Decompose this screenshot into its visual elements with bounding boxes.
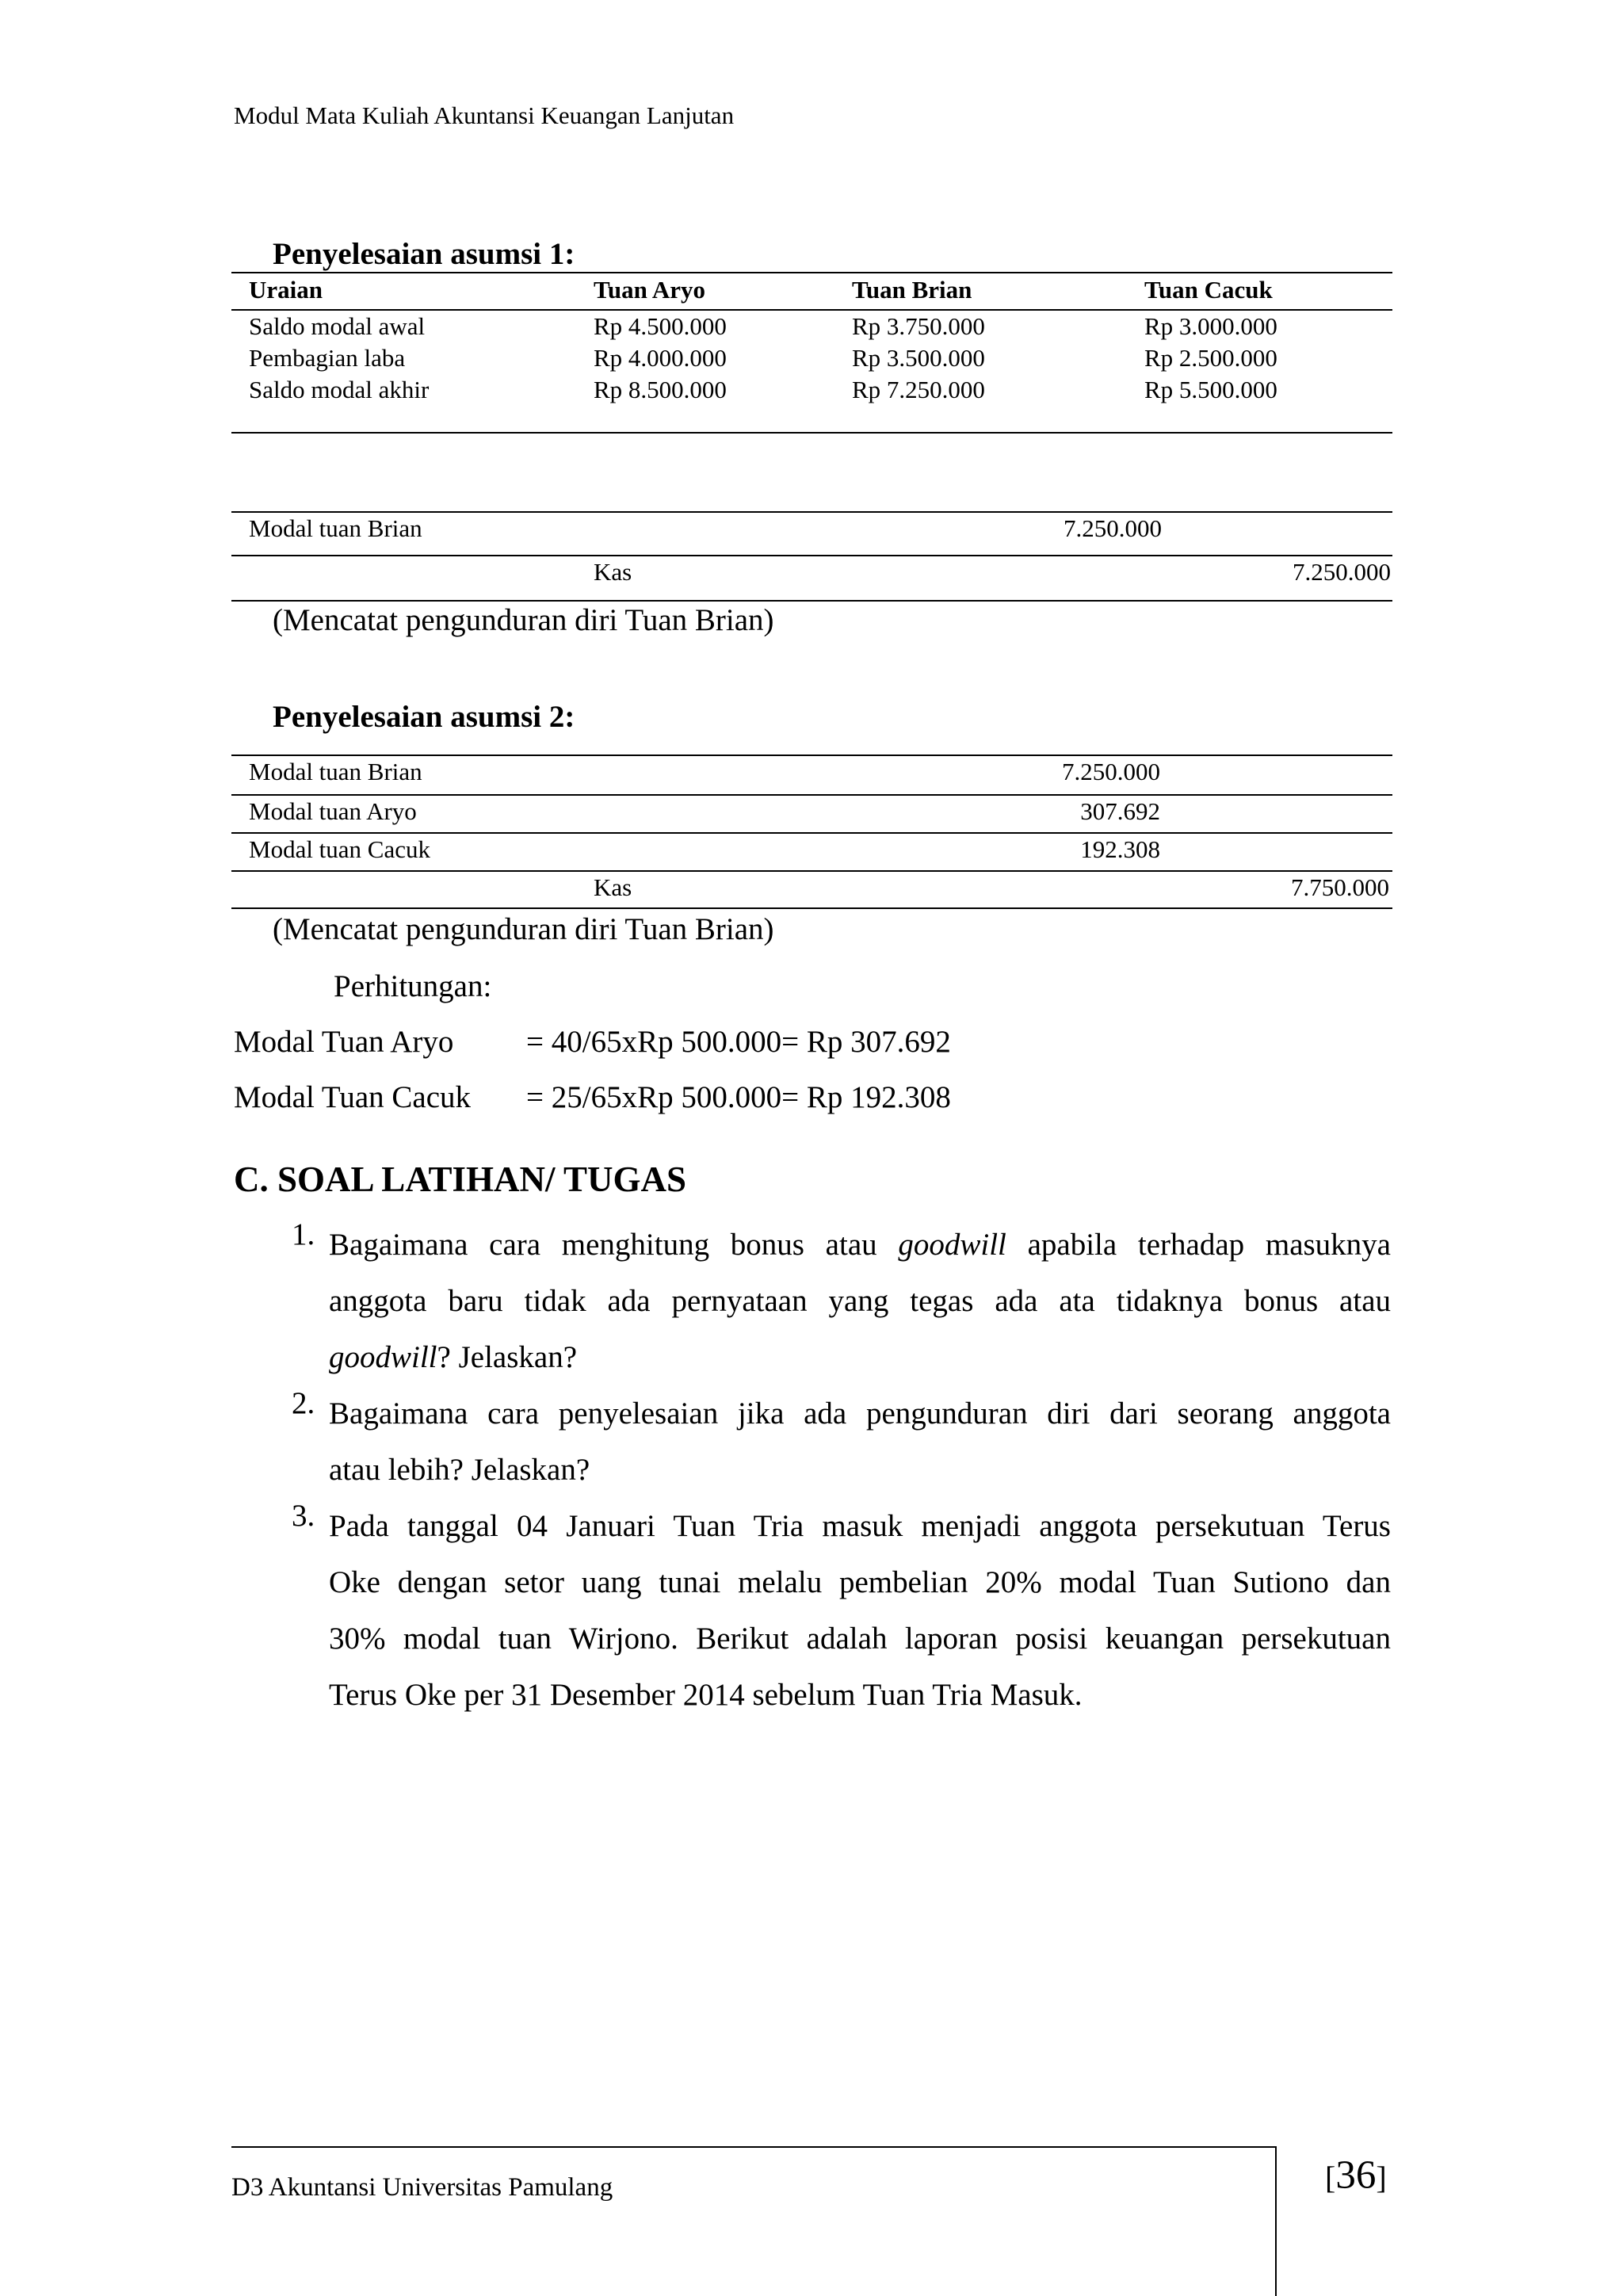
page-number	[1325, 2153, 1387, 2199]
calc-label: Modal Tuan Aryo	[234, 1025, 454, 1059]
question-line: Terus Oke per 31 Desember 2014 sebelum Tuan Tria Masuk.	[329, 1678, 1083, 1712]
question-line	[329, 1329, 1391, 1385]
table-cell: Rp 7.250.000	[852, 376, 985, 403]
table-top-rule	[231, 272, 1392, 273]
journal-credit: 7.250.000	[1293, 558, 1391, 586]
question-1-text	[329, 1217, 1391, 1385]
journal-debit: 192.308	[1080, 835, 1160, 863]
journal-debit: 7.250.000	[1062, 758, 1160, 785]
question-line: Bagaimana cara penyelesaian jika ada pengunduran diri dari seorang anggota	[329, 1396, 1391, 1431]
calc-formula: = 40/65xRp 500.000= Rp 307.692	[526, 1025, 951, 1059]
running-header: Modul Mata Kuliah Akuntansi Keuangan Lanjutan	[234, 101, 735, 129]
question-line	[329, 1273, 1391, 1329]
journal-rule	[231, 511, 1392, 513]
question-line	[329, 1217, 1391, 1273]
table-bottom-rule	[231, 432, 1392, 434]
journal-account: Modal tuan Aryo	[249, 797, 417, 825]
col-header-brian: Tuan Brian	[852, 276, 972, 304]
table-cell: Rp 4.000.000	[594, 344, 727, 372]
journal-debit: 7.250.000	[1064, 514, 1162, 542]
table-cell: Rp 4.500.000	[594, 312, 727, 340]
text-run: anggota baru tidak ada pernyataan yang tegas ada ata tidaknya bonus atau	[329, 1284, 1391, 1318]
question-3-text	[329, 1498, 1391, 1723]
text-run: apabila terhadap masuknya	[1006, 1228, 1391, 1262]
question-number: 1.	[292, 1217, 315, 1251]
col-header-uraian: Uraian	[249, 276, 323, 304]
table-cell: Rp 8.500.000	[594, 376, 727, 403]
bracket-open: [	[1325, 2160, 1336, 2195]
table-cell: Saldo modal akhir	[249, 376, 430, 403]
table-cell: Rp 5.500.000	[1144, 376, 1277, 403]
section-title: C. SOAL LATIHAN/ TUGAS	[234, 1159, 686, 1199]
table-cell: Rp 3.750.000	[852, 312, 985, 340]
question-line: Oke dengan setor uang tunai melalu pembelian 20% modal Tuan Sutiono dan	[329, 1565, 1391, 1599]
journal-rule	[231, 907, 1392, 909]
italic-term: goodwill	[329, 1340, 437, 1374]
asumsi2-caption: (Mencatat pengunduran diri Tuan Brian)	[273, 912, 774, 946]
question-line: atau lebih? Jelaskan?	[329, 1453, 590, 1487]
question-2-text	[329, 1385, 1391, 1498]
question-number: 3.	[292, 1499, 315, 1533]
table-cell: Pembagian laba	[249, 344, 406, 372]
journal-rule	[231, 794, 1392, 796]
table-cell: Rp 3.500.000	[852, 344, 985, 372]
table-cell: Rp 2.500.000	[1144, 344, 1277, 372]
calc-label: Modal Tuan Cacuk	[234, 1080, 472, 1114]
footer-vertical-rule	[1275, 2146, 1277, 2296]
journal-rule	[231, 870, 1392, 872]
footer-rule	[231, 2146, 1275, 2148]
footer-institution: D3 Akuntansi Universitas Pamulang	[231, 2173, 613, 2202]
table-header-rule	[231, 309, 1392, 311]
bracket-close: ]	[1376, 2160, 1387, 2195]
journal-credit: 7.750.000	[1291, 873, 1389, 901]
journal-account: Kas	[594, 873, 632, 901]
asumsi2-heading: Penyelesaian asumsi 2:	[273, 700, 575, 734]
journal-account: Kas	[594, 558, 632, 586]
calc-title: Perhitungan:	[334, 969, 492, 1003]
asumsi1-caption: (Mencatat pengunduran diri Tuan Brian)	[273, 603, 774, 637]
question-line: 30% modal tuan Wirjono. Berikut adalah laporan posisi keuangan persekutuan	[329, 1622, 1391, 1656]
journal-account: Modal tuan Brian	[249, 758, 422, 785]
journal-account: Modal tuan Brian	[249, 514, 422, 542]
question-number: 2.	[292, 1386, 315, 1420]
italic-term: goodwill	[898, 1228, 1006, 1262]
text-run: Bagaimana cara menghitung bonus atau	[329, 1228, 899, 1262]
journal-rule	[231, 555, 1392, 556]
col-header-cacuk: Tuan Cacuk	[1144, 276, 1273, 304]
journal-rule	[231, 832, 1392, 834]
journal-account: Modal tuan Cacuk	[249, 835, 431, 863]
journal-rule	[231, 755, 1392, 756]
col-header-aryo: Tuan Aryo	[594, 276, 705, 304]
question-line: Pada tanggal 04 Januari Tuan Tria masuk menjadi anggota persekutuan Terus	[329, 1509, 1391, 1543]
text-run: ? Jelaskan?	[437, 1340, 578, 1374]
asumsi1-heading: Penyelesaian asumsi 1:	[273, 237, 575, 271]
journal-rule	[231, 600, 1392, 602]
calc-formula: = 25/65xRp 500.000= Rp 192.308	[526, 1080, 951, 1114]
table-cell: Rp 3.000.000	[1144, 312, 1277, 340]
page-number-value: 36	[1335, 2153, 1377, 2198]
journal-debit: 307.692	[1080, 797, 1160, 825]
table-cell: Saldo modal awal	[249, 312, 426, 340]
